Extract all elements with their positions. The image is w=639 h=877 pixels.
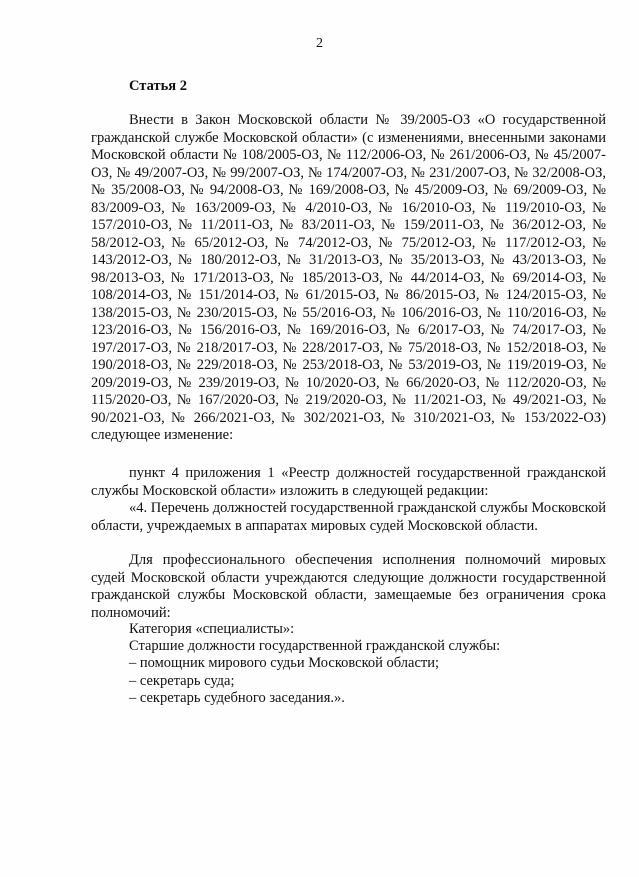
amendment-paragraph: Внести в Закон Московской области № 39/2005-ОЗ «О государственной гражданской службе Московской области» (с изменениями, внесенными законами Московской области № 108/2005-ОЗ, № 112/2006-ОЗ, № 261/2006-ОЗ, № 45/2007-ОЗ, № 49/2007-ОЗ, № 99/2007-ОЗ, № 174/2007-ОЗ, № 231/2007-ОЗ, № 32/2008-ОЗ, № 35/2008-ОЗ, № 94/2008-ОЗ, № 169/2008-ОЗ, № 45/2009-ОЗ, № 69/2009-ОЗ, № 83/2009-ОЗ, № 163/2009-ОЗ, № 4/2010-ОЗ, № 16/2010-ОЗ, № 119/2010-ОЗ, № 157/2010-ОЗ, № 11/2011-ОЗ, № 83/2011-ОЗ, № 159/2011-ОЗ, № 36/2012-ОЗ, № 58/2012-ОЗ, № 65/2012-ОЗ, № 74/2012-ОЗ, № 75/2012-ОЗ, № 117/2012-ОЗ, № 143/2012-ОЗ, № 180/2012-ОЗ, № 31/2013-ОЗ, № 35/2013-ОЗ, № 43/2013-ОЗ, № 98/2013-ОЗ, № 171/2013-ОЗ, № 185/2013-ОЗ, № 44/2014-ОЗ, № 69/2014-ОЗ, № 108/2014-ОЗ, № 151/2014-ОЗ, № 61/2015-ОЗ, № 86/2015-ОЗ, № 124/2015-ОЗ, № 138/2015-ОЗ, № 230/2015-ОЗ, № 55/2016-ОЗ, № 106/2016-ОЗ, № 110/2016-ОЗ, № 123/2016-ОЗ, № 156/2016-ОЗ, № 169/2016-ОЗ, № 6/2017-ОЗ, № 74/2017-ОЗ, № 197/2017-ОЗ, № 218/2017-ОЗ, № 228/2017-ОЗ, № 75/2018-ОЗ, № 152/2018-ОЗ, № 190/2018-ОЗ, № 229/2018-ОЗ, № 253/2018-ОЗ, № 53/2019-ОЗ, № 119/2019-ОЗ, № 209/2019-ОЗ, № 239/2019-ОЗ, № 10/2020-ОЗ, № 66/2020-ОЗ, № 112/2020-ОЗ, № 115/2020-ОЗ, № 167/2020-ОЗ, № 219/2020-ОЗ, № 11/2021-ОЗ, № 49/2021-ОЗ, № 90/2021-ОЗ, № 266/2021-ОЗ, № 302/2021-ОЗ, № 310/2021-ОЗ, № 153/2022-ОЗ) следующее изменение:: [91, 112, 606, 443]
provision-paragraph: Для профессионального обеспечения исполнения полномочий мировых судей Московской области учреждаются следующие должности государственной гражданской службы Московской области, замещаемые без ограничения срока полномочий:: [91, 552, 606, 621]
senior-positions-line: Старшие должности государственной гражданской службы:: [129, 638, 501, 654]
article-heading: Статья 2: [129, 78, 187, 94]
position-list-item: – секретарь суда;: [129, 673, 235, 689]
quoted-list-paragraph: «4. Перечень должностей государственной гражданской службы Московской области, учреждаемых в аппаратах мировых судей Московской области.: [91, 500, 606, 534]
category-line: Категория «специалисты»:: [129, 621, 295, 637]
page-number: 2: [316, 36, 323, 51]
position-list-item: – помощник мирового судьи Московской области;: [129, 655, 440, 671]
position-list-item: – секретарь судебного заседания.».: [129, 690, 345, 706]
item-paragraph: пункт 4 приложения 1 «Реестр должностей государственной гражданской службы Московской области» изложить в следующей редакции:: [91, 465, 606, 499]
